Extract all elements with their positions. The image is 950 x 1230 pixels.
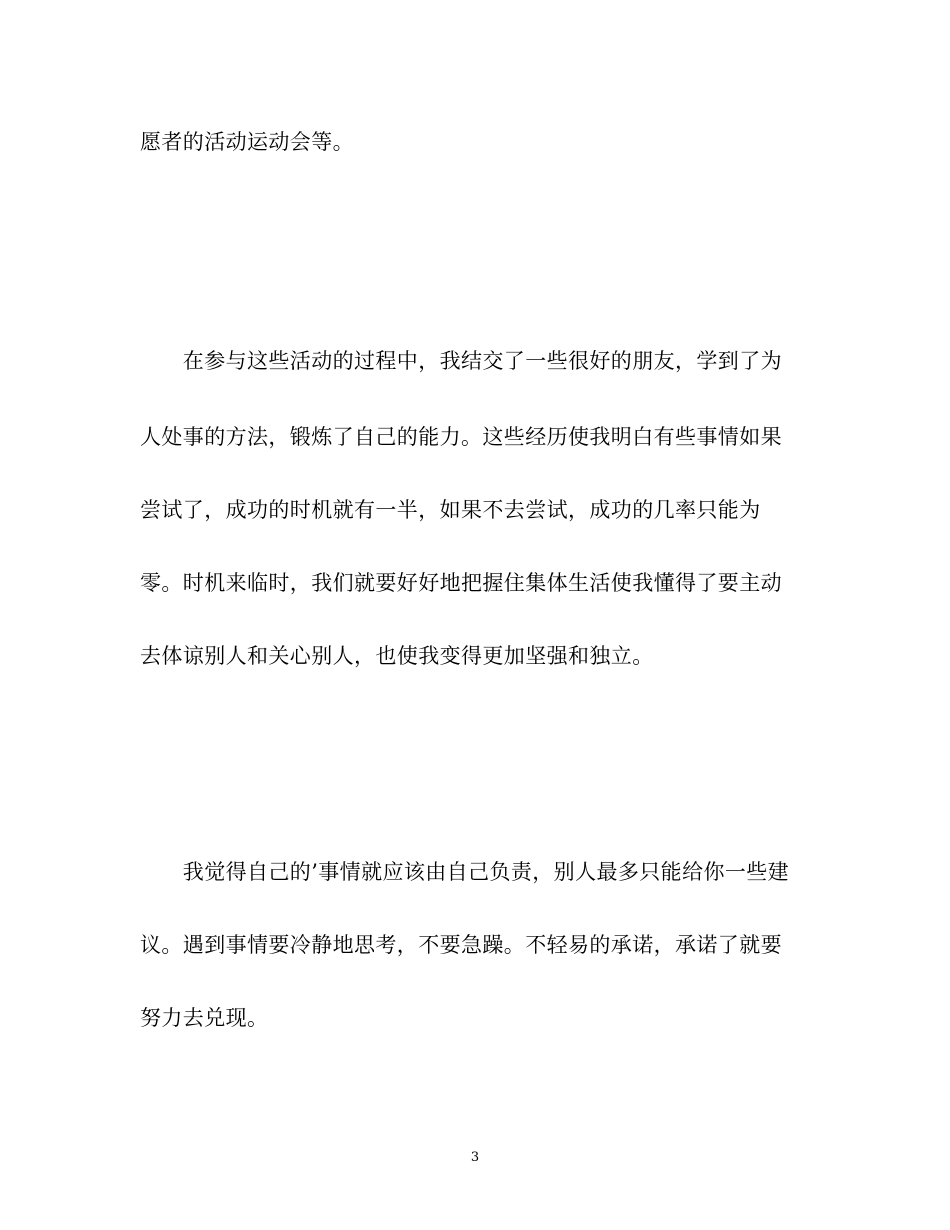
- paragraph-2-line-5: 去体谅别人和关心别人，也使我变得更加坚强和独立。: [140, 644, 654, 668]
- page-number: 3: [470, 1150, 480, 1165]
- paragraph-2-line-3: 尝试了，成功的时机就有一半，如果不去尝试，成功的几率只能为: [140, 498, 761, 522]
- paragraph-2-line-4: 零。时机来临时，我们就要好好地把握住集体生活使我懂得了要主动: [140, 571, 782, 595]
- paragraph-3-line-1: 我觉得自己的’事情就应该由自己负责，别人最多只能给你一些建: [140, 860, 790, 884]
- paragraph-2-line-1: 在参与这些活动的过程中，我结交了一些很好的朋友，学到了为: [140, 349, 782, 373]
- paragraph-1-line-1: 愿者的活动运动会等。: [140, 130, 354, 154]
- paragraph-3-line-2: 议。遇到事情要冷静地思考，不要急躁。不轻易的承诺，承诺了就要: [140, 933, 782, 957]
- paragraph-2-line-2: 人处事的方法，锻炼了自己的能力。这些经历使我明白有些事情如果: [140, 425, 782, 449]
- paragraph-3-line-3: 努力去兑现。: [140, 1006, 269, 1030]
